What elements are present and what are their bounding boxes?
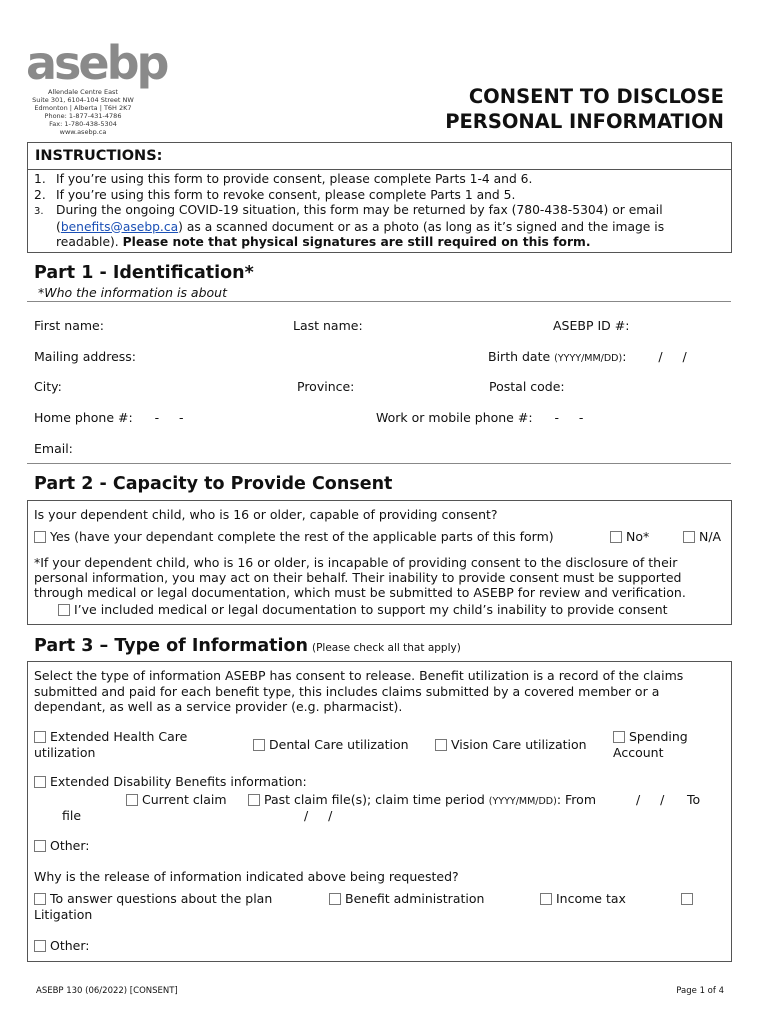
home-phone-dashes: - -	[154, 410, 184, 425]
address-line: Phone: 1-877-431-4786	[44, 112, 122, 120]
vision-checkbox[interactable]	[435, 739, 447, 751]
documentation-checkbox-row[interactable]: I’ve included medical or legal documentation to support my child’s inability to provide consent	[58, 602, 668, 617]
benefit-admin-row[interactable]: Benefit administration	[329, 891, 484, 906]
spending-checkbox-row[interactable]: Spending Account	[613, 729, 688, 760]
address-line: Edmonton | Alberta | T6H 2K7	[34, 104, 132, 112]
other2-checkbox-row[interactable]: Other:	[34, 938, 89, 953]
last-name-field[interactable]: Last name:	[293, 318, 363, 333]
home-phone-field[interactable]: Home phone #: - -	[34, 410, 184, 425]
part3-heading: Part 3 – Type of Information (Please check all that apply)	[34, 636, 461, 656]
no-checkbox-row[interactable]: No*	[610, 529, 649, 544]
address-line: www.asebp.ca	[59, 128, 107, 136]
instruction-item-cont: readable). Please note that physical signatures are still required on this form.	[56, 235, 591, 249]
benefit-admin-checkbox[interactable]	[329, 893, 341, 905]
logo-wordmark: asebp	[26, 36, 167, 90]
current-claim-checkbox[interactable]	[126, 794, 138, 806]
yes-checkbox-row[interactable]: Yes (have your dependant complete the rest of the applicable parts of this form)	[34, 529, 554, 544]
address-line: Fax: 1-780-438-5304	[49, 120, 117, 128]
part1-heading: Part 1 - Identification*	[34, 263, 254, 283]
answer-questions-checkbox[interactable]	[34, 893, 46, 905]
ehc-checkbox[interactable]	[34, 731, 46, 743]
postal-code-field[interactable]: Postal code:	[489, 379, 565, 394]
to-date-slashes[interactable]: / /	[304, 808, 333, 823]
instruction-item: 2. If you’re using this form to revoke consent, please complete Parts 1 and 5.	[34, 187, 516, 202]
email-field[interactable]: Email:	[34, 441, 73, 456]
income-tax-checkbox[interactable]	[540, 893, 552, 905]
part3-intro: Select the type of information ASEBP has consent to release. Benefit utilization is a record of the claims submitted and paid for each benefit type, this includes claims submitted by a covered member or a dependant, as well as a service provider (e.g. pharmacist).	[34, 668, 684, 714]
birth-date-field[interactable]: Birth date (YYYY/MM/DD): / /	[488, 349, 687, 364]
footer-form-code: ASEBP 130 (06/2022) [CONSENT]	[36, 986, 178, 996]
dental-checkbox-row[interactable]: Dental Care utilization	[253, 737, 409, 752]
province-field[interactable]: Province:	[297, 379, 355, 394]
answer-checkbox-row[interactable]: To answer questions about the plan Litigation	[34, 891, 273, 922]
instruction-item-cont: (benefits@asebp.ca) as a scanned document or as a photo (as long as it’s signed and the image is	[56, 219, 665, 234]
divider	[27, 463, 731, 464]
part1-note: *Who the information is about	[38, 285, 228, 300]
part2-question: Is your dependent child, who is 16 or older, capable of providing consent?	[34, 507, 498, 522]
past-claim-row[interactable]: Past claim file(s); claim time period (YYYY/MM/DD): From	[248, 792, 596, 807]
na-checkbox[interactable]	[683, 531, 695, 543]
litigation-checkbox[interactable]	[681, 893, 693, 905]
instructions-heading-box	[27, 142, 732, 170]
first-name-field[interactable]: First name:	[34, 318, 104, 333]
birth-date-slashes: / /	[658, 349, 687, 364]
instructions-heading: INSTRUCTIONS:	[35, 148, 163, 164]
income-tax-row[interactable]: Income tax	[540, 891, 626, 906]
na-checkbox-row[interactable]: N/A	[683, 529, 721, 544]
litigation-checkbox-row[interactable]	[681, 891, 697, 906]
work-phone-dashes: - -	[554, 410, 584, 425]
current-claim-row[interactable]: Current claim	[126, 792, 227, 807]
city-field[interactable]: City:	[34, 379, 62, 394]
from-date-slashes[interactable]: / /	[636, 792, 665, 807]
past-claim-checkbox[interactable]	[248, 794, 260, 806]
to-label: To	[687, 792, 701, 807]
address-line: Allendale Centre East	[48, 88, 118, 96]
work-phone-field[interactable]: Work or mobile phone #: - -	[376, 410, 584, 425]
title-line-1: CONSENT TO DISCLOSE	[468, 85, 724, 108]
instructions-box	[27, 168, 732, 253]
documentation-checkbox[interactable]	[58, 604, 70, 616]
logo-address	[28, 88, 138, 136]
dental-checkbox[interactable]	[253, 739, 265, 751]
why-question: Why is the release of information indicated above being requested?	[34, 869, 459, 884]
asebp-id-field[interactable]: ASEBP ID #:	[553, 318, 630, 333]
asebp-logo	[26, 36, 167, 90]
address-line: Suite 301, 6104-104 Street NW	[32, 96, 134, 104]
form-title	[445, 84, 724, 134]
instruction-item: 1. If you’re using this form to provide consent, please complete Parts 1-4 and 6.	[34, 172, 533, 186]
other1-checkbox[interactable]	[34, 840, 46, 852]
email-link[interactable]: benefits@asebp.ca	[60, 219, 179, 234]
vision-checkbox-row[interactable]: Vision Care utilization	[435, 737, 587, 752]
part2-paragraph: *If your dependent child, who is 16 or older, is incapable of providing consent to the disclosure of their personal information, you may act on their behalf. Their inability to provide consent must be supported through medical or legal documentation, which must be submitted to ASEBP for review and verification.	[34, 555, 686, 600]
other1-checkbox-row[interactable]: Other:	[34, 838, 89, 853]
instruction-item: 3. During the ongoing COVID-19 situation, this form may be returned by fax (780-438-5304) or email	[34, 203, 663, 217]
mailing-address-field[interactable]: Mailing address:	[34, 349, 137, 364]
footer-page-number: Page 1 of 4	[676, 986, 724, 996]
edb-checkbox[interactable]	[34, 776, 46, 788]
divider	[27, 301, 731, 302]
edb-checkbox-row[interactable]: Extended Disability Benefits information:	[34, 774, 307, 789]
spending-checkbox[interactable]	[613, 731, 625, 743]
no-checkbox[interactable]	[610, 531, 622, 543]
other2-checkbox[interactable]	[34, 940, 46, 952]
title-line-2: PERSONAL INFORMATION	[445, 110, 724, 133]
part2-heading: Part 2 - Capacity to Provide Consent	[34, 474, 393, 494]
ehc-checkbox-row[interactable]: Extended Health Care utilization	[34, 729, 188, 760]
file-label: file	[62, 808, 82, 823]
yes-checkbox[interactable]	[34, 531, 46, 543]
